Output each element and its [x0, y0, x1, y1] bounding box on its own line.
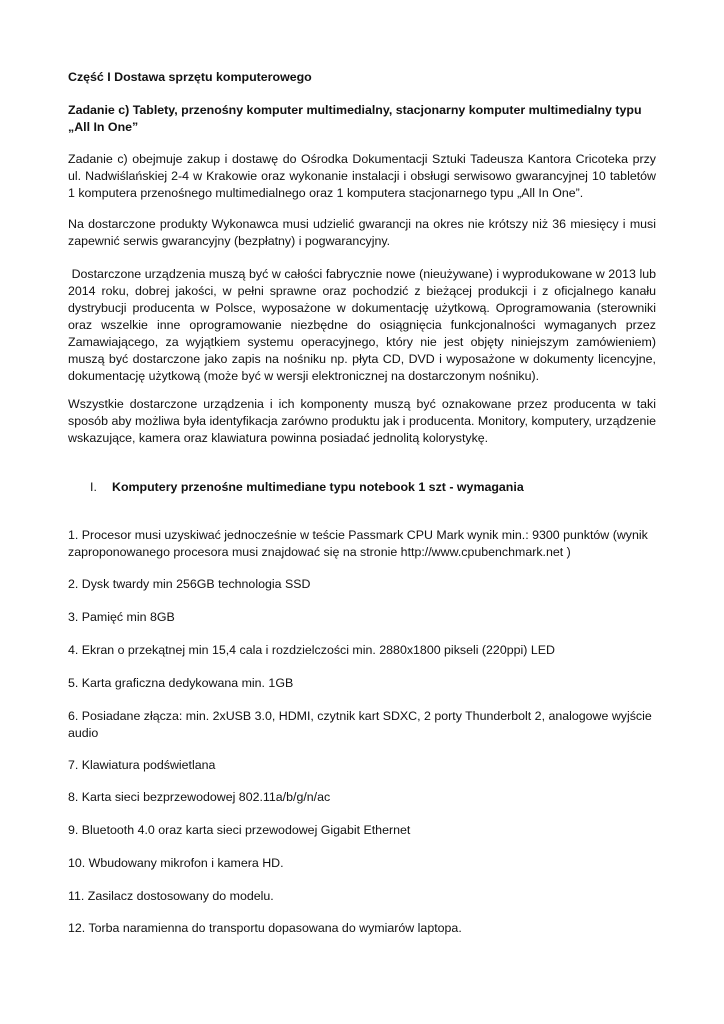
requirement-item: 3. Pamięć min 8GB: [68, 610, 175, 624]
paragraph-device-requirements: Dostarczone urządzenia muszą być w całości fabrycznie nowe (nieużywane) i wyprodukowane w 2013 lub 2014 roku, dobrej jakości, w pełni sprawne oraz pochodzić z bieżącej produkcji i z oficjalnego kanału dystrybucji producenta w Polsce, wyposażone w dokumentację użytkową. Oprogramowania (sterowniki oraz wszelkie inne oprogramowanie niezbędne do osiągnięcia funkcjonalności wymaganych przez Zamawiającego, za wyjątkiem systemu operacyjnego, który nie jest objęty niniejszym zamówieniem) muszą być dostarczone jako zapis na nośniku np. płyta CD, DVD i wyposażone w dokumenty licencyjne, dokumentację użytkową (może być w wersji elektronicznej na dostarczonym nośniku).: [68, 267, 660, 383]
requirement-item: 9. Bluetooth 4.0 oraz karta sieci przewodowej Gigabit Ethernet: [68, 823, 411, 837]
section-title: Komputery przenośne multimediane typu notebook 1 szt - wymagania: [112, 480, 524, 494]
requirement-item: 6. Posiadane złącza: min. 2xUSB 3.0, HDMI, czytnik kart SDXC, 2 porty Thunderbolt 2, analogowe wyjście audio: [68, 709, 652, 740]
task-title: Zadanie c) Tablety, przenośny komputer multimedialny, stacjonarny komputer multimedialny typu „All In One”: [68, 103, 642, 134]
paragraph-labeling: Wszystkie dostarczone urządzenia i ich komponenty muszą być oznakowane przez producenta w taki sposób aby możliwa była identyfikacja zarówno produktu jak i producenta. Monitory, komputery, urządzenie wskazujące, kamera oraz klawiatura powinna posiadać jednolitą kolorystykę.: [68, 397, 656, 445]
section-heading: [68, 479, 656, 496]
requirement-item: 5. Karta graficzna dedykowana min. 1GB: [68, 676, 294, 690]
requirement-item: 11. Zasilacz dostosowany do modelu.: [68, 889, 274, 903]
requirement-item: 7. Klawiatura podświetlana: [68, 758, 216, 772]
section-number: I.: [90, 480, 97, 494]
requirement-item: 8. Karta sieci bezprzewodowej 802.11a/b/g/n/ac: [68, 790, 331, 804]
requirement-item: 2. Dysk twardy min 256GB technologia SSD: [68, 577, 311, 591]
requirement-item: 1. Procesor musi uzyskiwać jednocześnie w teście Passmark CPU Mark wynik min.: 9300 punktów (wynik zaproponowanego procesora musi znajdować się na stronie http://www.cpubenchmark.net ): [68, 528, 648, 559]
paragraph-warranty: Na dostarczone produkty Wykonawca musi udzielić gwarancji na okres nie krótszy niż 36 miesięcy i musi zapewnić serwis gwarancyjny (bezpłatny) i pogwarancyjny.: [68, 217, 656, 248]
requirement-item: 4. Ekran o przekątnej min 15,4 cala i rozdzielczości min. 2880x1800 pikseli (220ppi) LED: [68, 643, 555, 657]
requirement-item: 12. Torba naramienna do transportu dopasowana do wymiarów laptopa.: [68, 921, 462, 935]
document-heading: Część I Dostawa sprzętu komputerowego: [68, 70, 312, 84]
paragraph-scope: Zadanie c) obejmuje zakup i dostawę do Ośrodka Dokumentacji Sztuki Tadeusza Kantora Cricoteka przy ul. Nadwiślańskiej 2-4 w Krakowie oraz wykonanie instalacji i obsługi serwisowo gwarancyjnej 10 tabletów 1 komputera przenośnego multimedialnego oraz 1 komputera stacjonarnego typu „All In One”.: [68, 152, 656, 200]
requirement-item: 10. Wbudowany mikrofon i kamera HD.: [68, 856, 284, 870]
